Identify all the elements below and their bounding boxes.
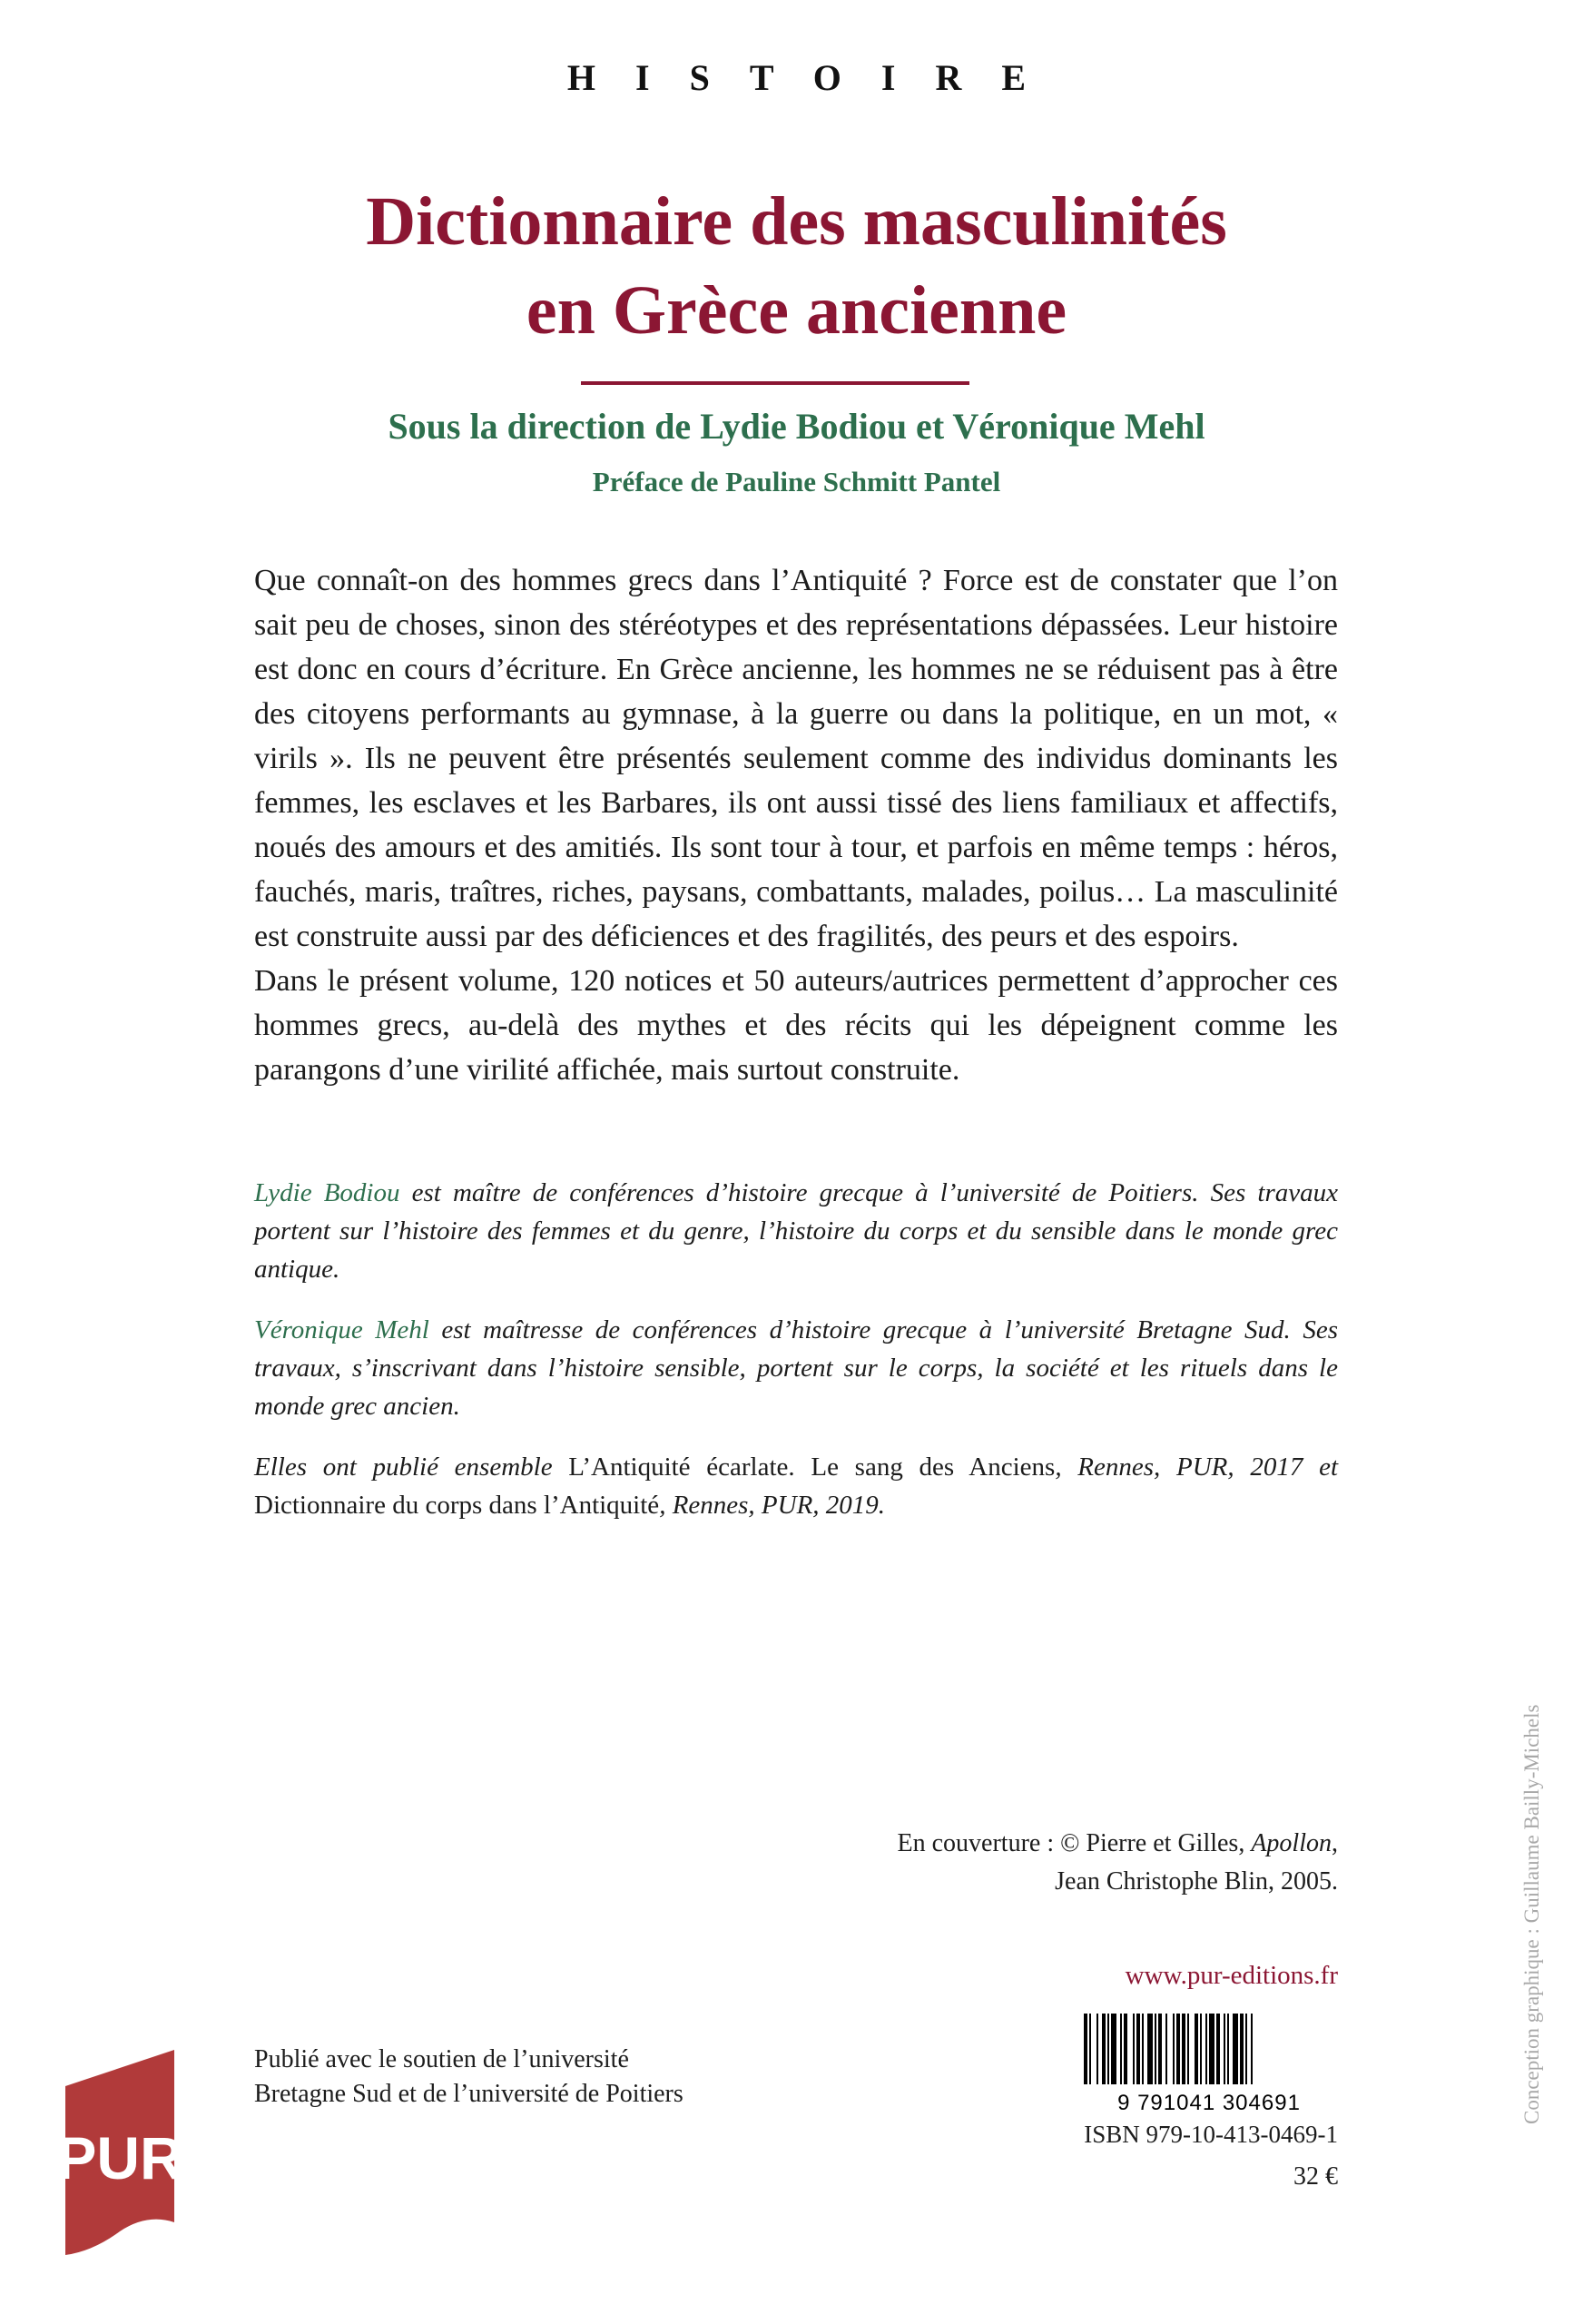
barcode-bars — [1084, 2014, 1253, 2084]
editors-line: Sous la direction de Lydie Bodiou et Véronique Mehl — [388, 406, 1205, 447]
support-line-1: Publié avec le soutien de l’université — [254, 2045, 629, 2073]
pur-logo — [56, 2050, 183, 2255]
preface-line: Préface de Pauline Schmitt Pantel — [592, 466, 1001, 497]
barcode-bar — [1136, 2014, 1140, 2084]
bio-bodiou-text: est maître de conférences d’histoire grecque à l’université de Poitiers. Ses travaux portent sur l’histoire des femmes et du genre, l’histoire du corps et du sensible dans le monde grec antique. — [254, 1178, 1339, 1284]
price: 32 € — [1293, 2162, 1338, 2191]
barcode-bar — [1107, 2014, 1109, 2084]
pur-logo-text: PUR — [56, 2124, 183, 2191]
summary-paragraph-1: Que connaît-on des hommes grecs dans l’Antiquité ? Force est de constater que l’on sait peu de choses, sinon des stéréotypes et des représentations dépassées. Leur histoire est donc en cours d’écriture. En Grèce ancienne, les hommes ne se réduisent pas à être des citoyens performants au gymnase, à la guerre ou dans la politique, en un mot, « virils ». Ils ne peuvent être présentés seulement comme des individus dominants les femmes, les esclaves et les Barbares, ils ont aussi tissé des liens familiaux et affectifs, noués des amours et des amitiés. Ils sont tour à tour, et parfois en même temps : héros, fauchés, maris, traîtres, riches, paysans, combattants, malades, poilus… La masculinité est construite aussi par des déficiences et des fragilités, des peurs et des espoirs. — [254, 564, 1338, 953]
barcode-bar — [1200, 2014, 1202, 2084]
barcode-digits: 9 791041 304691 — [1117, 2091, 1301, 2115]
cover-credit-prefix: En couverture : © Pierre et Gilles, — [897, 1829, 1252, 1857]
barcode-bar — [1096, 2014, 1098, 2084]
barcode-bar — [1182, 2014, 1185, 2084]
barcode-bar — [1147, 2014, 1153, 2084]
barcode — [1080, 2014, 1338, 2113]
barcode-bar — [1251, 2014, 1253, 2084]
joint-book-2: Dictionnaire du corps dans l’Antiquité — [254, 1491, 660, 1520]
design-credit — [1520, 1643, 1557, 2124]
summary-text — [254, 558, 1338, 1092]
barcode-bar — [1102, 2014, 1106, 2084]
bio-mehl-text: est maîtresse de conférences d’histoire grecque à l’université Bretagne Sud. Ses travaux, s’inscrivant dans l’histoire sensible, portent sur le corps, la société et les rituels dans le monde grec ancien. — [254, 1315, 1338, 1421]
bio-mehl — [254, 1311, 1338, 1425]
cover-credit — [799, 1825, 1338, 1901]
barcode-bar — [1142, 2014, 1144, 2084]
isbn: ISBN 979-10-413-0469-1 — [1084, 2121, 1338, 2148]
summary-paragraph-2: Dans le présent volume, 120 notices et 50 auteurs/autrices permettent d’approcher ces hommes grecs, au-delà des mythes et des récits qui les dépeignent comme les parangons d’une virilité affichée, mais surtout construite. — [254, 964, 1338, 1087]
joint-publications — [254, 1448, 1338, 1524]
barcode-bar — [1195, 2014, 1198, 2084]
barcode-bar — [1165, 2014, 1167, 2084]
bio-bodiou — [254, 1174, 1338, 1288]
joint-end: , Rennes, PUR, 2019. — [659, 1491, 886, 1520]
design-credit-text: Conception graphique : Guillaume Bailly-Michels — [1520, 1704, 1543, 2124]
barcode-bar — [1084, 2014, 1087, 2084]
cover-credit-line-1 — [799, 1825, 1338, 1863]
barcode-bar — [1224, 2014, 1225, 2084]
cover-credit-suffix: , — [1332, 1829, 1338, 1857]
barcode-bar — [1227, 2014, 1229, 2084]
barcode-bar — [1209, 2014, 1214, 2084]
barcode-bar — [1111, 2014, 1116, 2084]
joint-book-1: L’Antiquité écarlate. Le sang des Anciens — [568, 1452, 1056, 1482]
book-title — [0, 177, 1593, 355]
bio-bodiou-name: Lydie Bodiou — [254, 1178, 400, 1207]
barcode-bar — [1120, 2014, 1122, 2084]
support-line-2: Bretagne Sud et de l’université de Poitiers — [254, 2080, 683, 2108]
support-notice — [254, 2043, 799, 2112]
barcode-bar — [1173, 2014, 1175, 2084]
barcode-bar — [1158, 2014, 1162, 2084]
barcode-bar — [1176, 2014, 1180, 2084]
bio-mehl-name: Véronique Mehl — [254, 1315, 429, 1344]
barcode-bar — [1205, 2014, 1207, 2084]
title-line-1: Dictionnaire des masculinités — [366, 183, 1227, 260]
barcode-bar — [1155, 2014, 1156, 2084]
title-line-2: en Grèce ancienne — [526, 272, 1067, 349]
cover-credit-line-2: Jean Christophe Blin, 2005. — [1055, 1867, 1338, 1896]
barcode-bar — [1216, 2014, 1220, 2084]
series-label: HISTOIRE — [566, 57, 1067, 98]
title-rule — [581, 381, 969, 385]
cover-credit-work: Apollon — [1251, 1829, 1332, 1857]
joint-mid: , Rennes, PUR, 2017 et — [1055, 1452, 1338, 1482]
barcode-bar — [1240, 2014, 1244, 2084]
barcode-bar — [1245, 2014, 1247, 2084]
barcode-bar — [1089, 2014, 1091, 2084]
publisher-website[interactable]: www.pur-editions.fr — [1125, 1961, 1338, 1990]
joint-intro: Elles ont publié ensemble — [254, 1452, 569, 1482]
barcode-bar — [1124, 2014, 1127, 2084]
barcode-bar — [1187, 2014, 1189, 2084]
barcode-bar — [1233, 2014, 1238, 2084]
barcode-bar — [1133, 2014, 1135, 2084]
